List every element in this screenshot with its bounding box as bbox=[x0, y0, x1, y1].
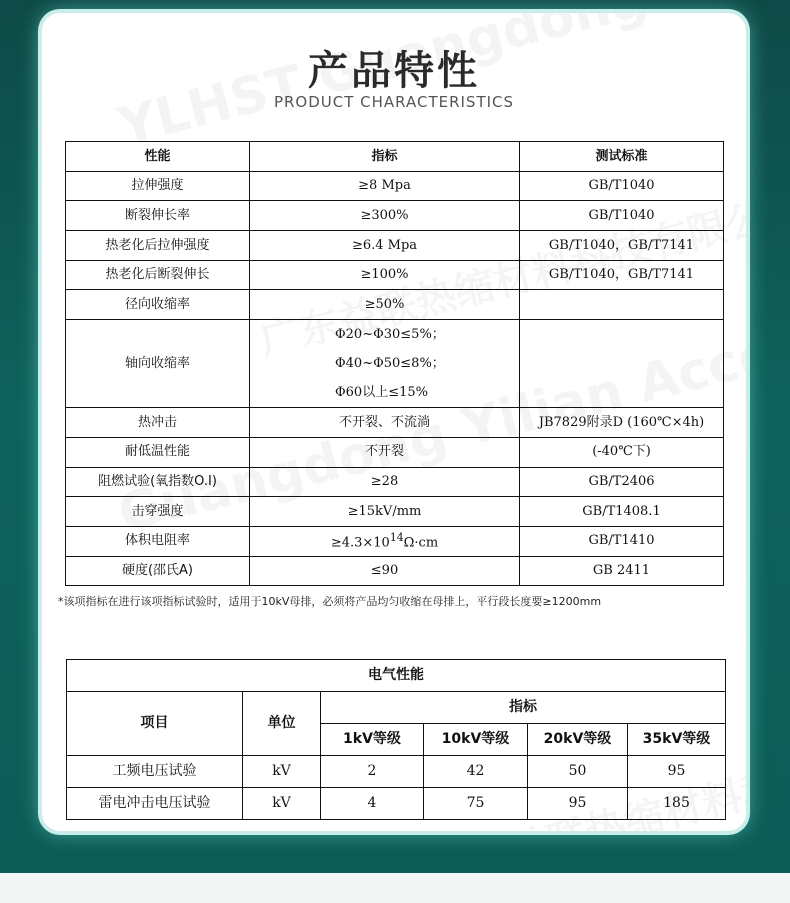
property-name: 体积电阻率 bbox=[66, 526, 250, 556]
property-name: 轴向收缩率 bbox=[66, 320, 250, 408]
table-row bbox=[66, 556, 724, 586]
test-unit: kV bbox=[243, 756, 321, 788]
property-name: 拉伸强度 bbox=[66, 171, 250, 201]
property-standard: GB/T1408.1 bbox=[520, 497, 724, 527]
property-standard: GB/T1040 bbox=[520, 171, 724, 201]
grade-10kv: 10kV等级 bbox=[424, 724, 528, 756]
axial-value-line: Φ60以上≤15% bbox=[335, 385, 428, 401]
bottom-strip bbox=[0, 873, 790, 903]
property-standard: GB 2411 bbox=[520, 556, 724, 586]
property-value: ≥300% bbox=[250, 201, 520, 231]
header-index: 指标 bbox=[250, 142, 520, 172]
table-row bbox=[67, 756, 726, 788]
table-row bbox=[66, 201, 724, 231]
test-unit: kV bbox=[243, 788, 321, 820]
property-standard: (-40℃下) bbox=[520, 437, 724, 467]
test-value: 42 bbox=[424, 756, 528, 788]
header-standard: 测试标准 bbox=[520, 142, 724, 172]
grade-1kv: 1kV等级 bbox=[321, 724, 424, 756]
properties-table bbox=[65, 141, 724, 586]
table-row bbox=[67, 788, 726, 820]
property-name: 击穿强度 bbox=[66, 497, 250, 527]
property-standard: GB/T1040，GB/T7141 bbox=[520, 231, 724, 261]
table-row bbox=[66, 231, 724, 261]
grade-35kv: 35kV等级 bbox=[628, 724, 726, 756]
property-name: 阻燃试验(氧指数O.I) bbox=[66, 467, 250, 497]
test-value: 4 bbox=[321, 788, 424, 820]
property-value: ≥100% bbox=[250, 260, 520, 290]
resistivity-prefix: ≥4.3×10 bbox=[330, 535, 390, 551]
property-standard bbox=[520, 290, 724, 320]
test-value: 95 bbox=[528, 788, 628, 820]
page-title: 产品特性 bbox=[308, 48, 480, 94]
property-name: 热冲击 bbox=[66, 408, 250, 438]
property-standard: GB/T1040，GB/T7141 bbox=[520, 260, 724, 290]
property-name: 硬度(邵氏A) bbox=[66, 556, 250, 586]
property-value: ≤90 bbox=[250, 556, 520, 586]
property-value: ≥50% bbox=[250, 290, 520, 320]
table-row bbox=[66, 437, 724, 467]
content-card bbox=[42, 13, 746, 831]
header-property: 性能 bbox=[66, 142, 250, 172]
property-value: 不开裂 bbox=[250, 437, 520, 467]
property-standard: GB/T1040 bbox=[520, 201, 724, 231]
table-row bbox=[66, 467, 724, 497]
axial-value-line: Φ40~Φ50≤8%； bbox=[335, 356, 445, 372]
resistivity-suffix: Ω·cm bbox=[403, 535, 439, 551]
property-standard bbox=[520, 320, 724, 408]
footnote: *该项指标在进行该项指标试验时，适用于10kV母排，必须将产品均匀收缩在母排上，平行段长度要≥1200mm bbox=[58, 595, 602, 608]
test-value: 185 bbox=[628, 788, 726, 820]
table-row-resistivity bbox=[66, 526, 724, 556]
property-value: ≥6.4 Mpa bbox=[250, 231, 520, 261]
electrical-caption-row bbox=[67, 660, 726, 692]
property-name: 热老化后拉伸强度 bbox=[66, 231, 250, 261]
page-subtitle: PRODUCT CHARACTERISTICS bbox=[273, 93, 515, 111]
test-item: 工频电压试验 bbox=[67, 756, 243, 788]
electrical-table bbox=[66, 659, 726, 820]
property-standard: GB/T1410 bbox=[520, 526, 724, 556]
property-standard: JB7829附录D (160℃×4h) bbox=[520, 408, 724, 438]
header-unit: 单位 bbox=[243, 692, 321, 756]
axial-value-line: Φ20~Φ30≤5%； bbox=[335, 327, 445, 343]
test-item: 雷电冲击电压试验 bbox=[67, 788, 243, 820]
table-row bbox=[66, 171, 724, 201]
electrical-header-row bbox=[67, 692, 726, 724]
test-value: 95 bbox=[628, 756, 726, 788]
resistivity-exponent: 14 bbox=[389, 531, 404, 545]
header-item: 项目 bbox=[67, 692, 243, 756]
electrical-caption: 电气性能 bbox=[67, 660, 726, 692]
table-row bbox=[66, 260, 724, 290]
property-name: 径向收缩率 bbox=[66, 290, 250, 320]
property-name: 耐低温性能 bbox=[66, 437, 250, 467]
test-value: 75 bbox=[424, 788, 528, 820]
axial-values bbox=[250, 320, 520, 408]
test-value: 2 bbox=[321, 756, 424, 788]
table-header-row bbox=[66, 142, 724, 172]
property-value: 不开裂、不流淌 bbox=[250, 408, 520, 438]
property-value: ≥28 bbox=[250, 467, 520, 497]
property-name: 断裂伸长率 bbox=[66, 201, 250, 231]
table-row bbox=[66, 497, 724, 527]
table-row-axial bbox=[66, 320, 724, 408]
table-row bbox=[66, 408, 724, 438]
property-value bbox=[250, 526, 520, 556]
property-value: ≥8 Mpa bbox=[250, 171, 520, 201]
grade-20kv: 20kV等级 bbox=[528, 724, 628, 756]
property-value: ≥15kV/mm bbox=[250, 497, 520, 527]
table-row bbox=[66, 290, 724, 320]
test-value: 50 bbox=[528, 756, 628, 788]
property-name: 热老化后断裂伸长 bbox=[66, 260, 250, 290]
property-standard: GB/T2406 bbox=[520, 467, 724, 497]
header-index: 指标 bbox=[321, 692, 726, 724]
